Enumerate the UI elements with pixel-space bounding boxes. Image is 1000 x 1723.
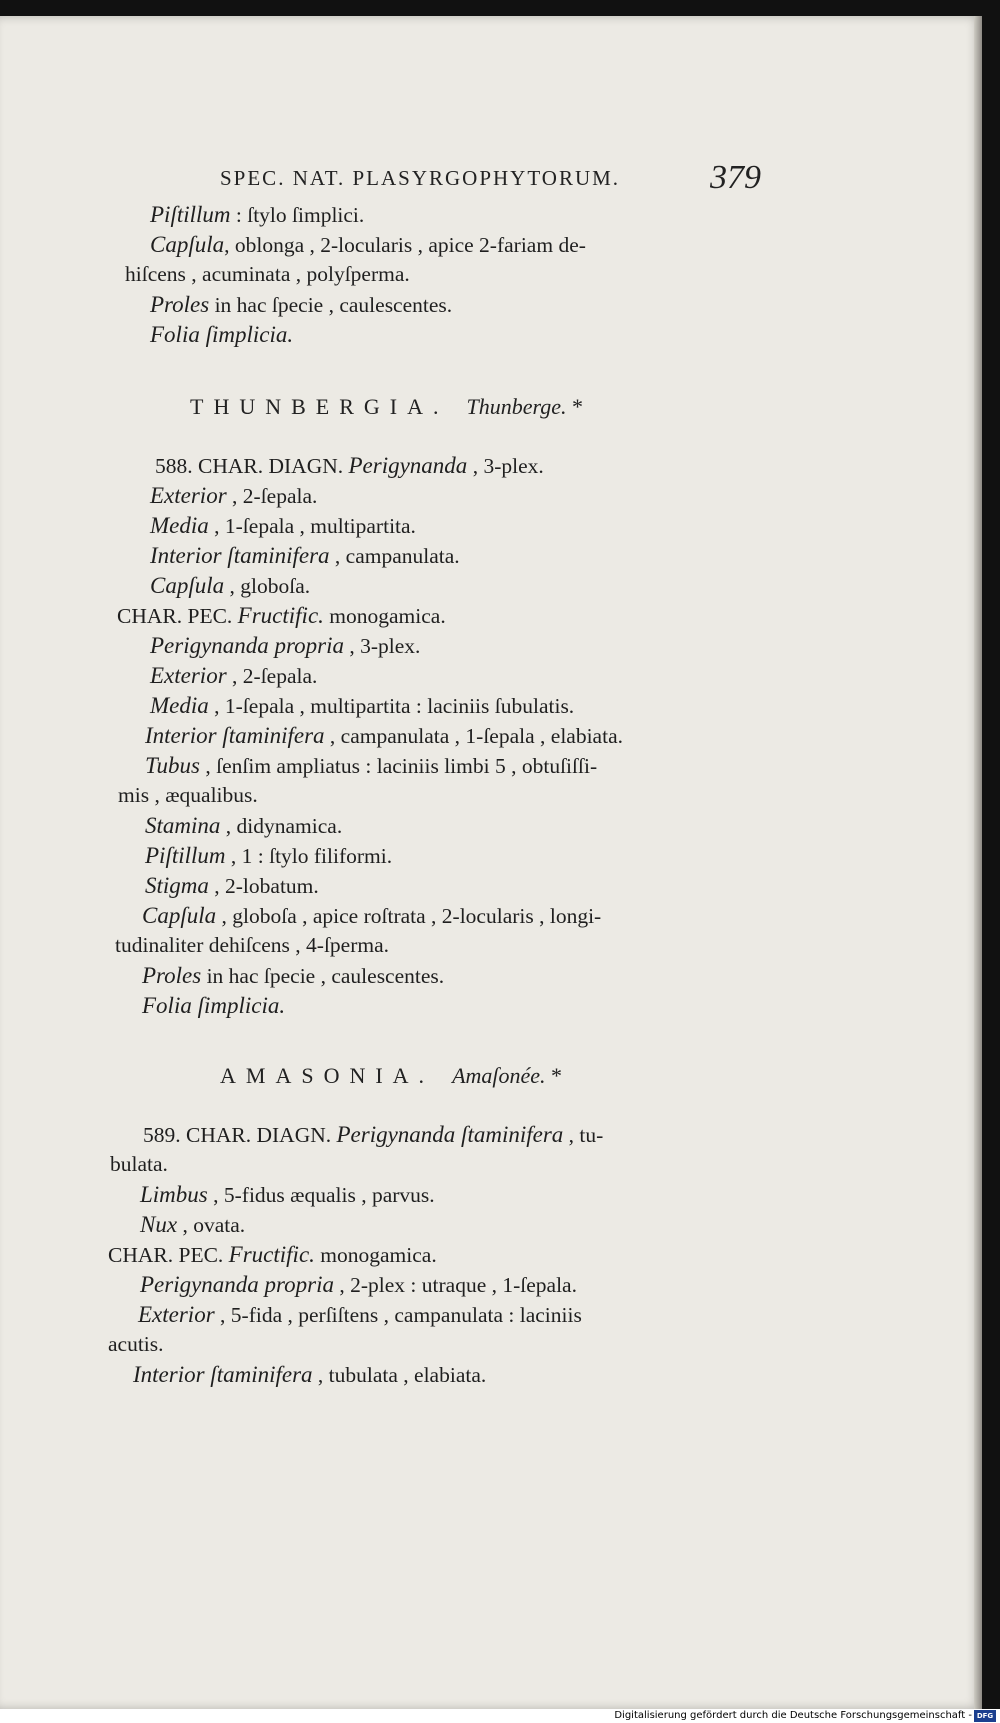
genus-heading-amasonia: AMASONIA. Amaſonée. * bbox=[220, 1063, 563, 1088]
text-line: Capſula, oblonga , 2-locularis , apice 2-fariam de- bbox=[150, 232, 586, 257]
text-line: Capſula , globoſa , apice roſtrata , 2-locularis , longi- bbox=[142, 903, 602, 928]
text-line: Nux , ovata. bbox=[140, 1212, 246, 1237]
page-spine-shadow bbox=[974, 16, 982, 1709]
text-line: mis , æqualibus. bbox=[118, 783, 258, 807]
text-line: Perigynanda propria , 2-plex : utraque , 1-ſepala. bbox=[140, 1272, 577, 1297]
text-line: Media , 1-ſepala , multipartita. bbox=[150, 513, 416, 538]
dfg-logo-icon: DFG bbox=[974, 1710, 996, 1722]
text-line: acutis. bbox=[108, 1332, 164, 1356]
text-line: 589. CHAR. DIAGN. Perigynanda ſtaminifera , tu- bbox=[143, 1122, 604, 1147]
text-line: Piſtillum , 1 : ſtylo filiformi. bbox=[145, 843, 393, 868]
text-line: 588. CHAR. DIAGN. Perigynanda , 3-plex. bbox=[155, 453, 544, 478]
page-number: 379 bbox=[710, 159, 761, 196]
text-line: Exterior , 2-ſepala. bbox=[150, 483, 318, 508]
text-line: hiſcens , acuminata , polyſperma. bbox=[125, 262, 410, 286]
text-line: bulata. bbox=[110, 1152, 168, 1176]
text-line: Limbus , 5-fidus æqualis , parvus. bbox=[140, 1182, 435, 1207]
text-line: Perigynanda propria , 3-plex. bbox=[150, 633, 421, 658]
text-line: Interior ſtaminifera , campanulata. bbox=[150, 543, 460, 568]
genus-heading-thunbergia: THUNBERGIA. Thunberge. * bbox=[190, 394, 584, 419]
text-line: CHAR. PEC. Fructific. monogamica. bbox=[108, 1242, 437, 1267]
text-line: Folia ſimplicia. bbox=[142, 993, 286, 1018]
text-line: Capſula , globoſa. bbox=[150, 573, 311, 598]
text-line: Proles in hac ſpecie , caulescentes. bbox=[150, 292, 453, 317]
running-title: SPEC. NAT. PLASYRGOPHYTORUM. bbox=[220, 166, 621, 190]
text-line: CHAR. PEC. Fructific. monogamica. bbox=[117, 603, 446, 628]
text-line: Exterior , 2-ſepala. bbox=[150, 663, 318, 688]
text-line: Tubus , ſenſim ampliatus : laciniis limbi 5 , obtuſiſſi- bbox=[145, 753, 598, 778]
digitization-footer bbox=[0, 1709, 1000, 1723]
text-line: Interior ſtaminifera , campanulata , 1-ſepala , elabiata. bbox=[145, 723, 623, 748]
text-line: Piſtillum : ſtylo ſimplici. bbox=[150, 202, 365, 227]
text-line: Folia ſimplicia. bbox=[150, 322, 294, 347]
text-line: Stamina , didynamica. bbox=[145, 813, 343, 838]
footer-credit: Digitalisierung gefördert durch die Deutsche Forschungsgemeinschaft - bbox=[614, 1710, 972, 1721]
text-line: Interior ſtaminifera , tubulata , elabiata. bbox=[133, 1362, 487, 1387]
text-line: Exterior , 5-fida , perſiſtens , campanulata : laciniis bbox=[138, 1302, 582, 1327]
text-line: Stigma , 2-lobatum. bbox=[145, 873, 319, 898]
text-line: tudinaliter dehiſcens , 4-ſperma. bbox=[115, 933, 390, 957]
text-line: Media , 1-ſepala , multipartita : laciniis ſubulatis. bbox=[150, 693, 575, 718]
text-line: Proles in hac ſpecie , caulescentes. bbox=[142, 963, 445, 988]
book-page bbox=[0, 16, 982, 1709]
